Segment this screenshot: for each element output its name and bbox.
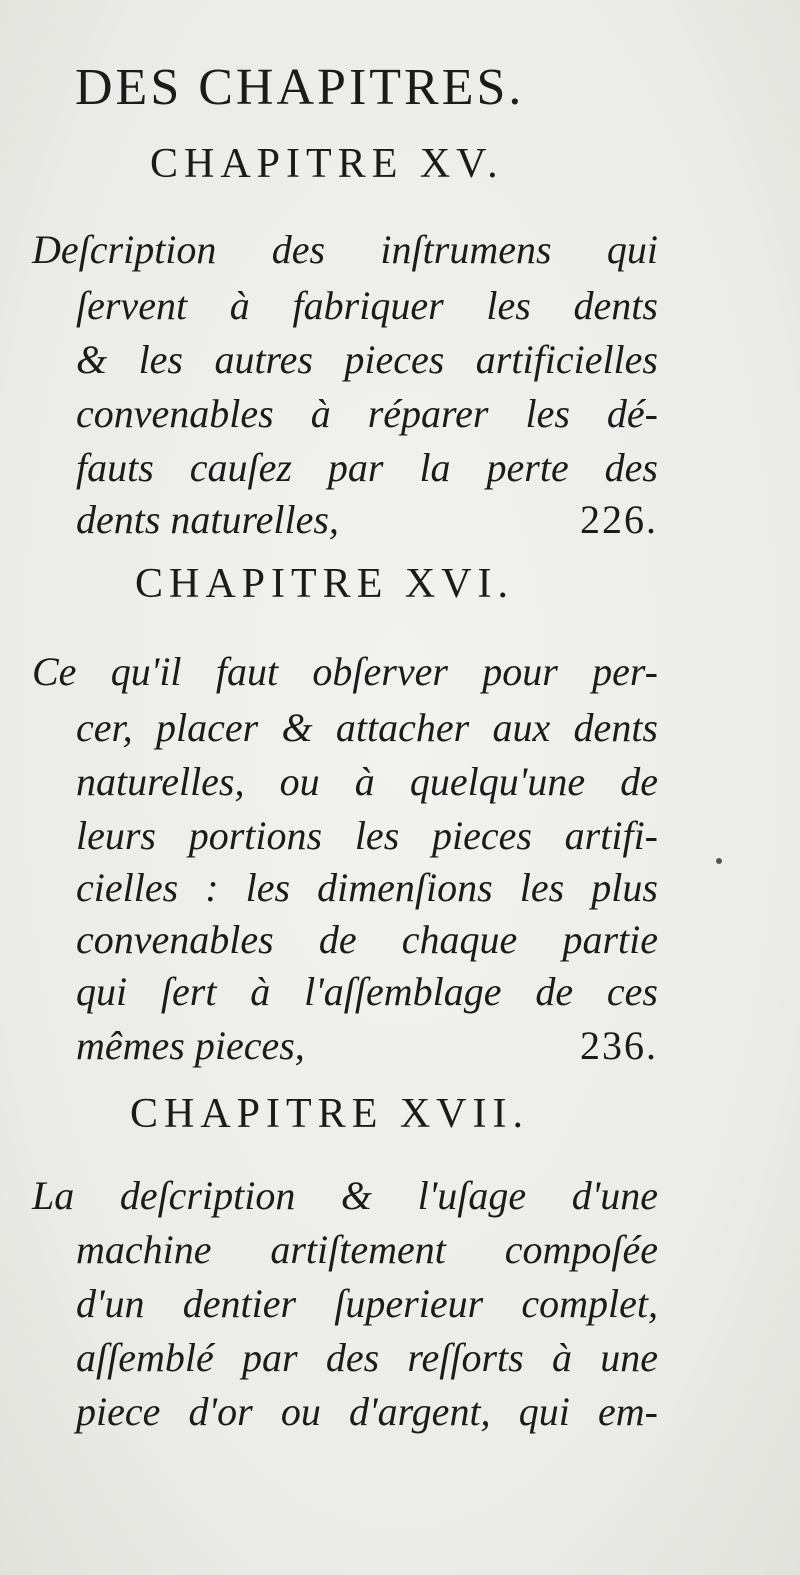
toc-line: ſervent à fabriquer les dents <box>76 283 658 328</box>
toc-line: naturelles, ou à quelqu'une de <box>76 759 658 804</box>
toc-line: convenables à réparer les dé- <box>76 391 658 436</box>
toc-line: cielles : les dimenſions les plus <box>76 865 658 910</box>
toc-line-with-page <box>76 496 658 548</box>
toc-line: convenables de chaque partie <box>76 917 658 962</box>
toc-line: Ce qu'il faut obſerver pour per- <box>32 649 658 694</box>
toc-line: Deſcription des inſtrumens qui <box>32 227 658 272</box>
page-number: 226. <box>580 497 658 542</box>
toc-line: cer, placer & attacher aux dents <box>76 705 658 750</box>
toc-line: leurs portions les pieces artifi- <box>76 813 658 858</box>
toc-line: La deſcription & l'uſage d'une <box>32 1173 658 1218</box>
chapter-heading-xvi: CHAPITRE XVI. <box>135 561 514 607</box>
toc-line-text: mêmes pieces, <box>76 1023 305 1068</box>
toc-line: piece d'or ou d'argent, qui em- <box>76 1389 658 1434</box>
toc-line-with-page <box>76 1022 658 1074</box>
toc-line-text: dents naturelles, <box>76 497 339 542</box>
toc-line: aſſemblé par des reſſorts à une <box>76 1335 658 1380</box>
toc-line: & les autres pieces artificielles <box>76 337 658 382</box>
ink-speck <box>716 858 722 864</box>
page-number: 236. <box>580 1023 658 1068</box>
chapter-heading-xv: CHAPITRE XV. <box>150 141 504 187</box>
running-head: DES CHAPITRES. <box>75 59 525 116</box>
toc-line: fauts cauſez par la perte des <box>76 445 658 490</box>
chapter-heading-xvii: CHAPITRE XVII. <box>130 1091 529 1137</box>
toc-line: d'un dentier ſuperieur complet, <box>76 1281 658 1326</box>
toc-line: machine artiſtement compoſée <box>76 1227 658 1272</box>
toc-line: qui ſert à l'aſſemblage de ces <box>76 969 658 1014</box>
